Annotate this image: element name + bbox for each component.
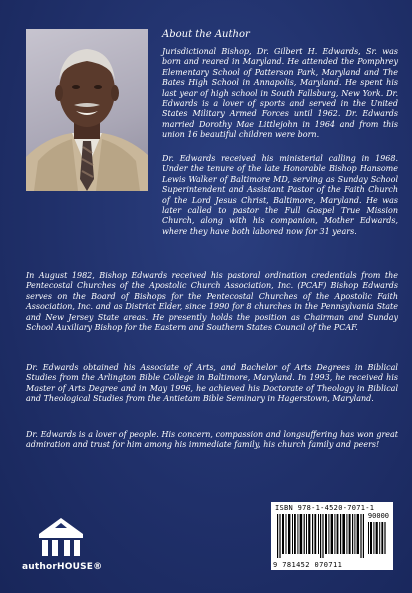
barcode-digits: 9 781452 070711 <box>273 561 343 569</box>
publisher-house-icon <box>36 516 86 560</box>
price-code: 90000 <box>367 512 389 520</box>
isbn-number: ISBN 978-1-4520-7071-1 <box>275 504 375 512</box>
bio-paragraph-1: Jurisdictional Bishop, Dr. Gilbert H. Edwards, Sr. was born and reared in Maryland. He attended the Pomphrey Elementary School of Patterson Park, Maryland and The Bates High School in Annapolis, Maryland. He spent his last year of high school in South Fallsburg, New York. Dr. Edwards is a lover of sports and served in the United States Military Armed Forces until 1962. Dr. Edwards married Dorothy Mae Littlejohn in 1964 and from this union 16 beautiful children were born. <box>162 47 398 140</box>
about-author-heading: About the Author <box>162 29 250 40</box>
barcode-bars <box>271 502 393 570</box>
publisher-logo <box>22 516 102 576</box>
publisher-name: authorHOUSE® <box>22 562 103 572</box>
bio-paragraph-3: In August 1982, Bishop Edwards received his pastoral ordination credentials from the Pentecostal Churches of the Apostolic Church Association, Inc. (PCAF) Bishop Edwards serves on the Board of Bishops for the Pentecostal Churches of the Apostolic Faith Association, Inc. and as District Elder, since 1990 for 8 churches in the Pennsylvania State and New Jersey State areas. He presently holds the position as Chairman and Sunday School Auxiliary Bishop for the Eastern and Southern States Council of the PCAF. <box>26 271 398 333</box>
bio-paragraph-4: Dr. Edwards obtained his Associate of Arts, and Bachelor of Arts Degrees in Biblical Studies from the Arlington Bible College in Baltimore, Maryland. In 1993, he received his Master of Arts Degree and in May 1996, he achieved his Doctorate of Theology in Biblical and Theological Studies from the Antietam Bible Seminary in Hagerstown, Maryland. <box>26 363 398 404</box>
author-photo <box>26 29 148 191</box>
bio-paragraph-2: Dr. Edwards received his ministerial calling in 1968. Under the tenure of the late Honorable Bishop Hansome Lewis Walker of Baltimore MD, serving as Sunday School Superintendent and Assistant Pastor of the Faith Church of the Lord Jesus Christ, Baltimore, Maryland. He was later called to pastor the Full Gospel True Mission Church, along with his companion, Mother Edwards, where they have both labored now for 31 years. <box>162 154 398 236</box>
isbn-barcode <box>271 502 393 570</box>
bio-paragraph-5: Dr. Edwards is a lover of people. His concern, compassion and longsuffering has won great admiration and trust for him among his immediate family, his church family and peers! <box>26 430 398 450</box>
